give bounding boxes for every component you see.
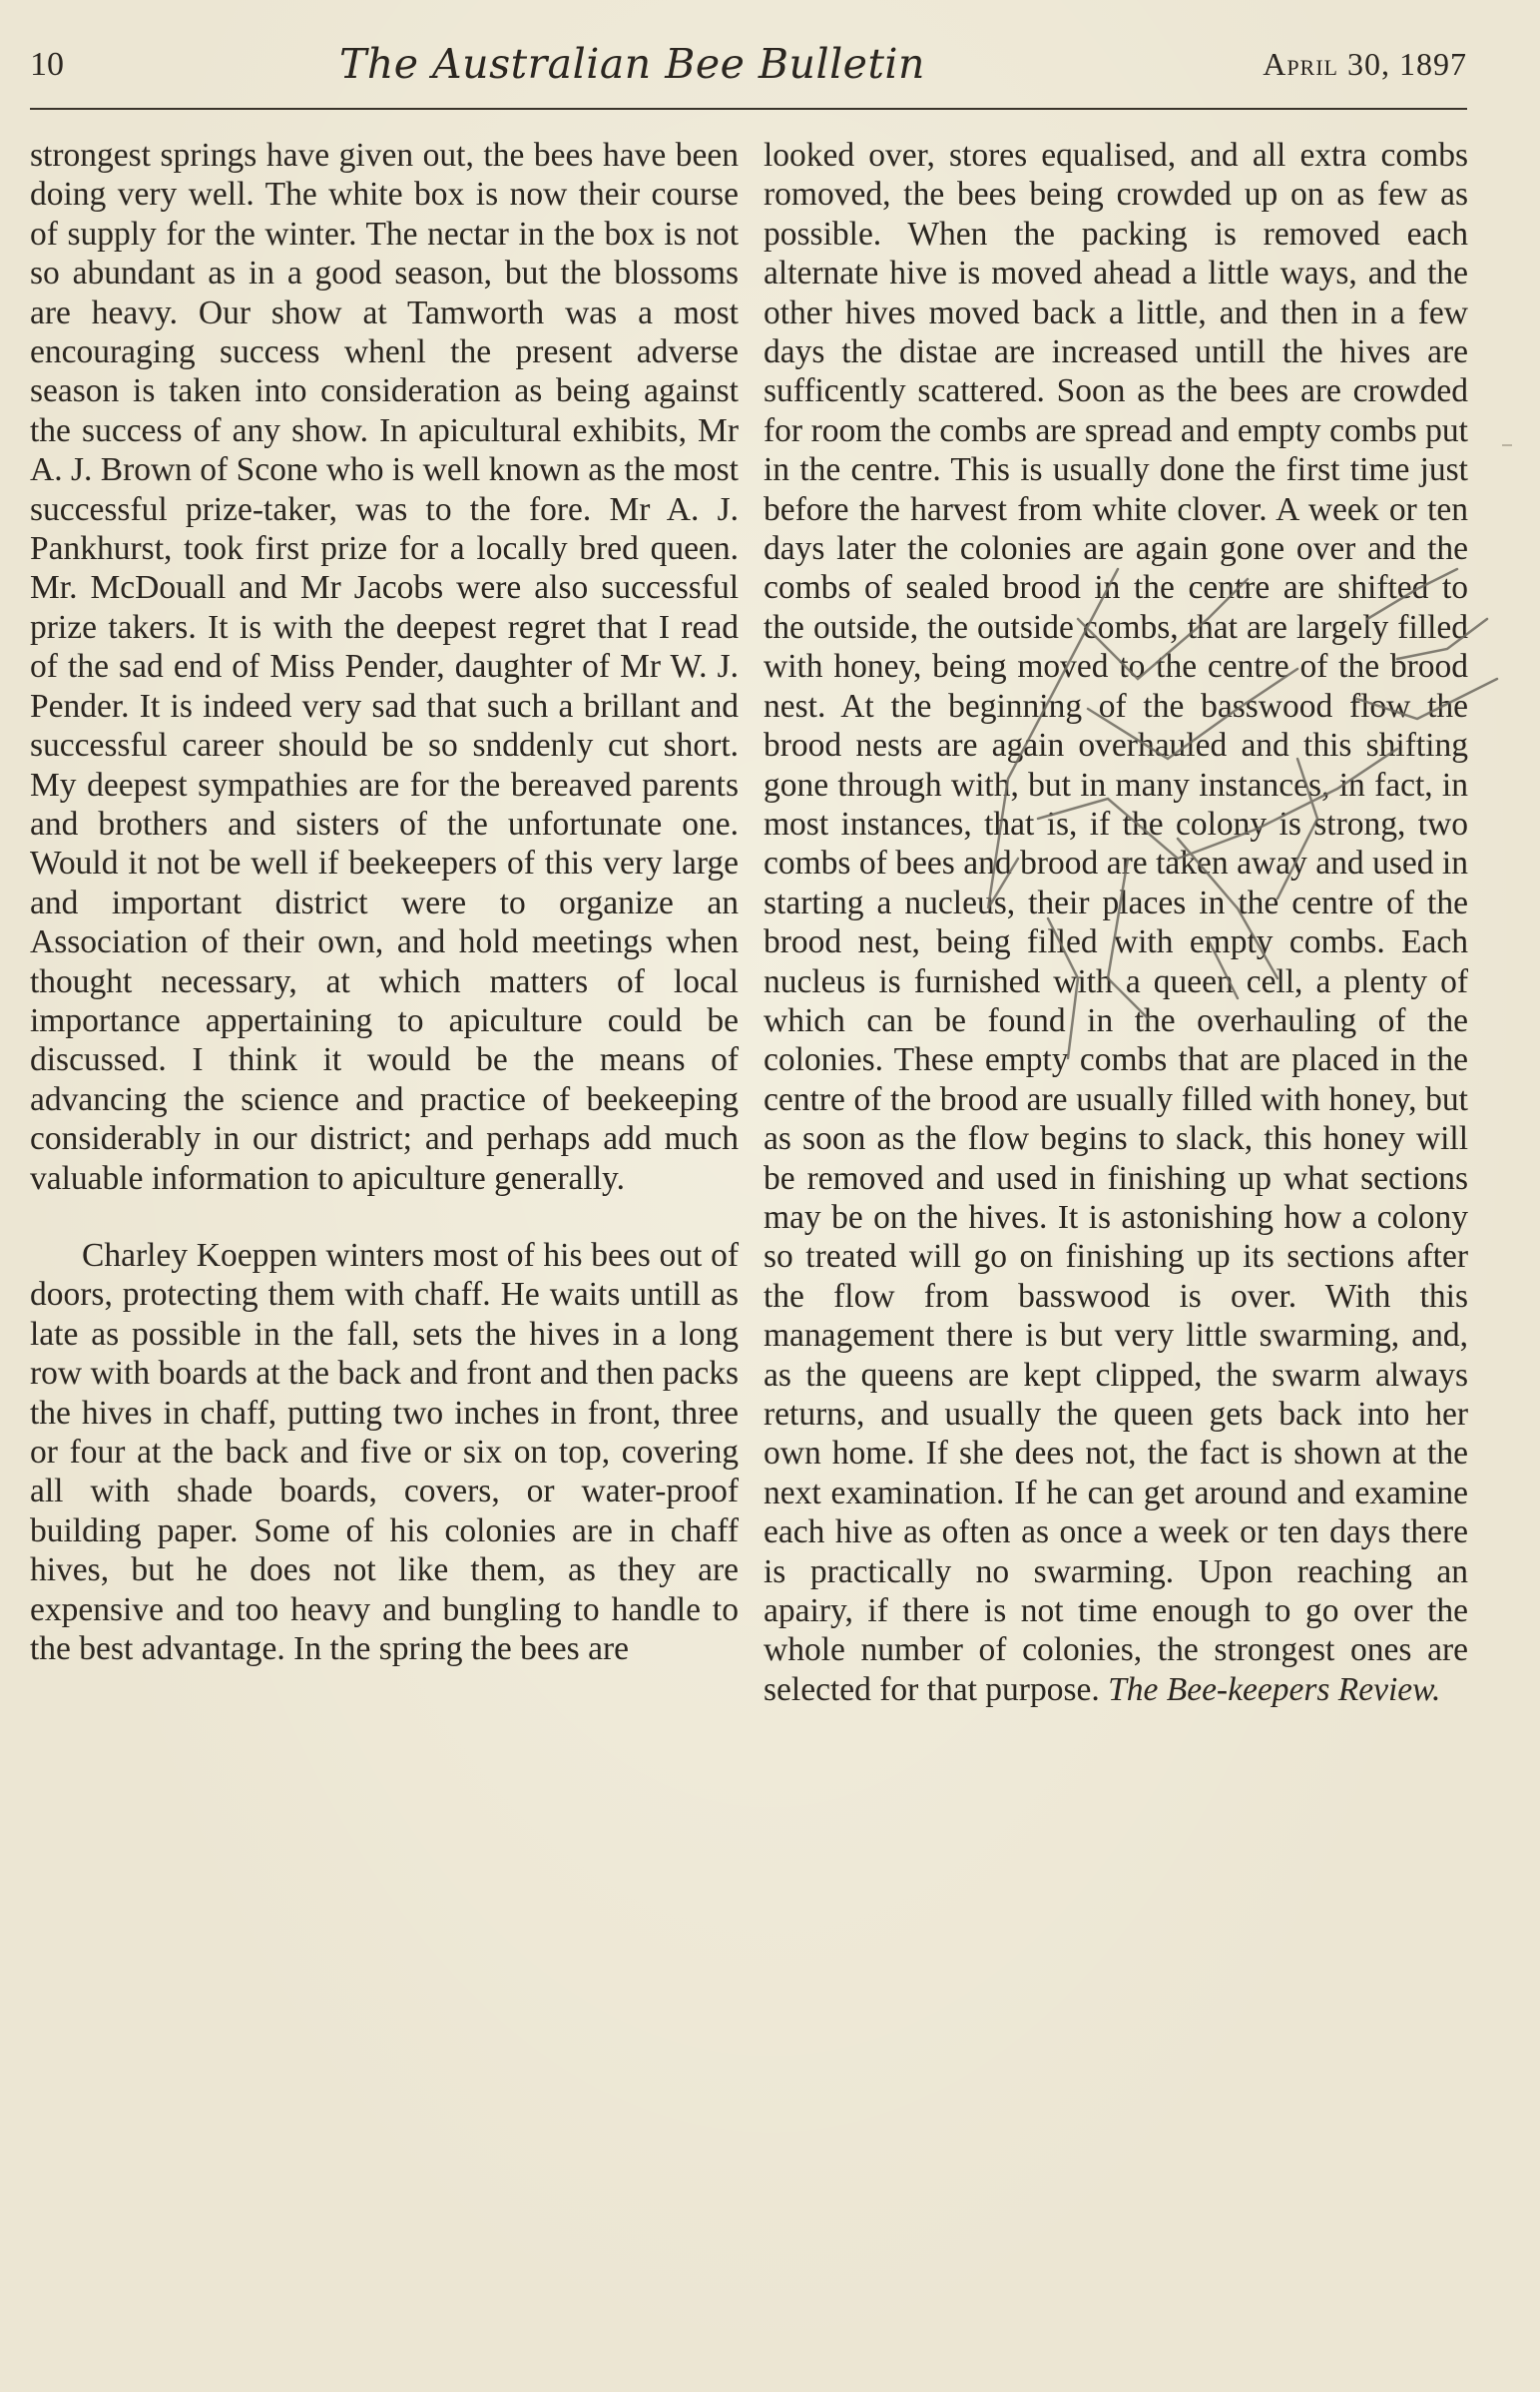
right-column [764, 136, 1468, 1709]
source-credit: The Bee-keepers Review. [1108, 1670, 1441, 1708]
article-text: looked over, stores equalised, and all extra combs romoved, the bees being crowded up on as few as possible. When the packing is removed each alternate hive is moved ahead a little ways, and the other hives moved back a little, and then in a few days the distae are increased untill the hives are sufficently scattered. Soon as the bees are crowded for room the combs are spread and empty combs put in the centre. This is usually done the first time just before the harvest from white clover. A week or ten days later the colonies are again gone over and the combs of sealed brood in the centre are shifted to the outside, the outside combs, that are largely filled with honey, being moved to the centre of the brood nest. At the beginning of the basswood flow the brood nests are again overhauled and this shifting gone through with, but in many instances, in fact, in most instances, that is, if the colony is strong, two combs of bees and brood are taken away and used in starting a nucleus, their places in the centre of the brood nest, being filled with empty combs. Each nucleus is furnished with a queen cell, a plenty of which can be found in the overhauling of the colonies. These empty combs that are placed in the centre of the brood are usually filled with honey, but as soon as the flow begins to slack, this honey will be removed and used in finishing up what sections may be on the hives. It is astonishing how a colony so treated will go on finishing up its sections after the flow from basswood is over. With this management there is but very little swarming, and, as the queens are kept clipped, the swarm always returns, and usually the queen gets back into her own home. If she dees not, the fact is shown at the next examination. If he can get around and examine each hive as often as once a week or ten days there is practically no swarming. Upon reaching an apairy, if there is not time enough to go over the whole number of colonies, the strongest ones are selected for that purpose. [764, 137, 1468, 1708]
issue-date: April 30, 1897 [1263, 46, 1467, 82]
article-paragraph [764, 136, 1468, 1709]
header-rule [30, 108, 1467, 110]
article-paragraph: strongest springs have given out, the bees have been doing very well. The white box is now their course of supply for the winter. The nectar in the box is not so abundant as in a good season, but the blossoms are heavy. Our show at Tamworth was a most encouraging success whenl the present adverse season is taken into consideration as being against the success of any show. In apicultural exhibits, Mr A. J. Brown of Scone who is well known as the most successful prize-taker, was to the fore. Mr A. J. Pankhurst, took first prize for a locally bred queen. Mr. McDouall and Mr Jacobs were also successful prize takers. It is with the deepest regret that I read of the sad end of Miss Pender, daughter of Mr W. J. Pender. It is indeed very sad that such a brillant and successful career should be so snddenly cut short. My deepest sympathies are for the bereaved parents and brothers and sisters of the unfortunate one. Would it not be well if beekeepers of this very large and important district were to organize an Association of their own, and hold meetings when thought necessary, at which matters of local importance appertaining to apiculture could be discussed. I think it would be the means of advancing the science and practice of beekeeping considerably in our district; and perhaps add much valuable information to apiculture generally. [30, 137, 739, 1197]
page-header [30, 40, 1467, 100]
page-number: 10 [30, 46, 64, 83]
pencil-mark [1502, 444, 1512, 446]
left-column [30, 136, 739, 1668]
journal-title: The Australian Bee Bulletin [339, 40, 925, 88]
article-paragraph: Charley Koeppen winters most of his bees out of doors, protecting them with chaff. He waits untill as late as possible in the fall, sets the hives in a long row with boards at the back and front and then packs the hives in chaff, putting two inches in front, three or four at the back and five or six on top, covering all with shade boards, covers, or water-proof building paper. Some of his colonies are in chaff hives, but he does not like them, as they are expensive and too heavy and bungling to handle to the best advantage. In the spring the bees are [30, 1236, 739, 1668]
